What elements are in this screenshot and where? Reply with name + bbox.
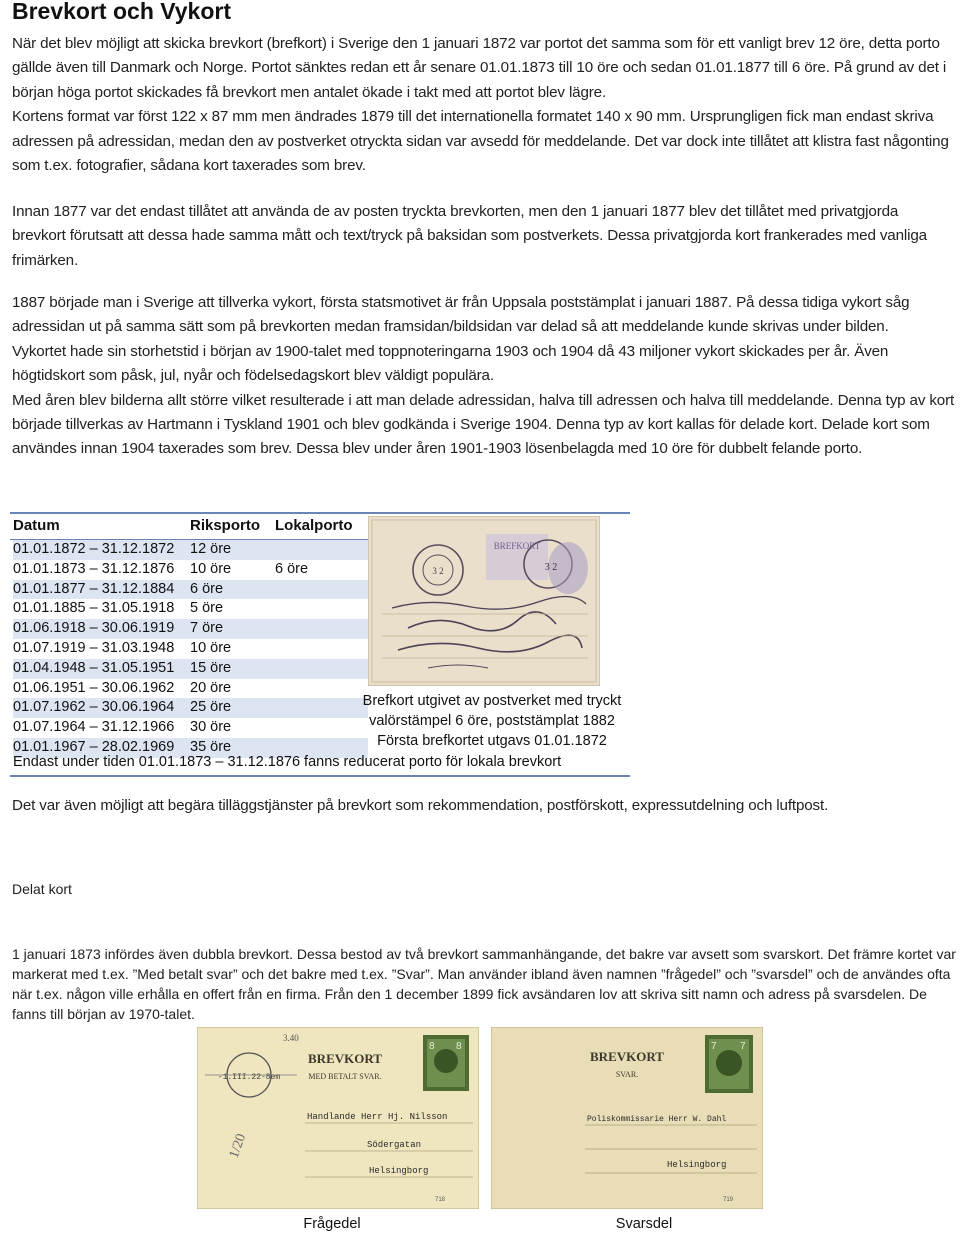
table-row bbox=[13, 560, 368, 580]
svarsdel-image bbox=[491, 1027, 763, 1209]
cell-riksporto: 10 öre bbox=[190, 560, 232, 577]
table-row bbox=[13, 639, 368, 659]
dubbla-brevkort-paragraph bbox=[12, 944, 960, 1024]
cell-datum: 01.01.1873 – 31.12.1876 bbox=[13, 560, 175, 577]
intro-text-2: Kortens format var först 122 x 87 mm men ändrades 1879 till det internationella formatet 140 x 90 mm. Ursprungligen fick man endast skriva adressen på adressidan, medan den av postverket otryckta sidan var avsedd för meddelande. Det var dock inte tillåtet att klistra fast någonting som t.ex. fotografier, sådana kort taxerades som brev. bbox=[12, 108, 949, 175]
cell-datum: 01.06.1918 – 30.06.1919 bbox=[13, 620, 175, 637]
cell-datum: 01.01.1885 – 31.05.1918 bbox=[13, 600, 175, 617]
fragedel-caption: Frågedel bbox=[303, 1216, 361, 1232]
cell-riksporto: 7 öre bbox=[190, 620, 224, 637]
cell-datum: 01.01.1872 – 31.12.1872 bbox=[13, 541, 175, 557]
table-bottom-rule bbox=[10, 775, 630, 777]
delat-kort-heading: Delat kort bbox=[12, 881, 72, 897]
brefkort-caption bbox=[358, 691, 626, 751]
vykort-text-3: Med åren blev bilderna allt större vilket resulterade i att man delade adressidan, halva till adressen och halva till meddelande. Denna typ av kort började tillverkas av Hartmann i Tyskland 1901 och blev godkända i Sverige 1904. Denna typ av kort kallas för delade kort. Delade kort som användes innan 1904 taxerades som brev. Dessa blev under åren 1901-1903 lösenbelagda med 10 öre för dubbelt felande porto. bbox=[12, 391, 955, 458]
svarsdel-caption: Svarsdel bbox=[615, 1216, 673, 1232]
header-lokalporto: Lokalporto bbox=[275, 517, 353, 534]
cell-riksporto: 6 öre bbox=[190, 580, 224, 597]
cell-datum: 01.07.1964 – 31.12.1966 bbox=[13, 719, 175, 736]
fragedel-image bbox=[197, 1027, 479, 1209]
tillaggstjanster-text: Det var även möjligt att begära tilläggstjänster på brevkort som rekommendation, postförskott, expressutdelning och luftpost. bbox=[12, 797, 829, 814]
stamp-green-7 bbox=[705, 1035, 753, 1093]
header-datum: Datum bbox=[13, 517, 60, 534]
svarsdel-address-2: Helsingborg bbox=[667, 1160, 727, 1170]
svg-text:7: 7 bbox=[711, 1041, 717, 1052]
table-footnote: Endast under tiden 01.01.1873 – 31.12.1876 fanns reducerat porto för lokala brevkort bbox=[13, 754, 562, 770]
cell-riksporto: 25 öre bbox=[190, 699, 232, 716]
cell-datum: 01.04.1948 – 31.05.1951 bbox=[13, 659, 175, 676]
caption-line-3: Första brefkortet utgavs 01.01.1872 bbox=[377, 733, 607, 749]
cell-riksporto: 12 öre bbox=[190, 541, 232, 557]
svg-text:1/20: 1/20 bbox=[226, 1131, 250, 1161]
table-row bbox=[13, 580, 368, 600]
page-title: Brevkort och Vykort bbox=[12, 0, 231, 24]
fragedel-postcard-illustration bbox=[197, 1027, 479, 1209]
svg-text:8: 8 bbox=[429, 1041, 435, 1052]
cell-datum: 01.07.1962 – 30.06.1964 bbox=[13, 699, 175, 716]
cell-riksporto: 30 öre bbox=[190, 719, 232, 736]
table-row bbox=[13, 718, 368, 738]
svarsdel-postcard-illustration bbox=[491, 1027, 763, 1209]
stamp-word: BREFKORT bbox=[493, 541, 541, 551]
cell-datum: 01.06.1951 – 30.06.1962 bbox=[13, 679, 175, 696]
table-row bbox=[13, 619, 368, 639]
intro-text-1: När det blev möjligt att skicka brevkort (brefkort) i Sverige den 1 januari 1872 var portot det samma som för ett vanligt brev 12 öre, detta porto gällde även till Danmark och Norge. Portot sänktes redan ett år senare 01.01.1873 till 10 öre och sedan 01.01.1877 till 6 öre. På grund av det i början höga portot skickades få brevkort men antalet ökade i takt med att portot blev lägre. bbox=[12, 35, 947, 101]
table-row bbox=[13, 540, 368, 560]
privatgjorda-text: Innan 1877 var det endast tillåtet att använda de av posten tryckta brevkorten, men den 1 januari 1877 blev det tillåtet med privatgjorda brevkort förutsatt att dessa hade samma mått och text/tryck på baksidan som postverkets. Dessa privatgjorda kort frankerades med vanliga frimärken. bbox=[12, 203, 927, 269]
intro-paragraph bbox=[12, 32, 955, 178]
privatgjorda-paragraph bbox=[12, 200, 955, 273]
cell-datum: 01.01.1877 – 31.12.1884 bbox=[13, 580, 175, 597]
tillaggstjanster-paragraph bbox=[12, 794, 955, 818]
brefkort-postcard-illustration bbox=[368, 516, 600, 686]
fragedel-address-2: Södergatan bbox=[367, 1140, 422, 1150]
stamp-green-8 bbox=[423, 1035, 469, 1091]
svg-text:-1.III.22-8em: -1.III.22-8em bbox=[217, 1073, 281, 1082]
vykort-paragraph bbox=[12, 291, 955, 462]
cell-riksporto: 15 öre bbox=[190, 659, 232, 676]
fragedel-address-3: Helsingborg bbox=[369, 1166, 429, 1176]
svarsdel-address-1: Poliskommissarie Herr W. Dahl bbox=[587, 1115, 727, 1124]
table-row bbox=[13, 679, 368, 699]
table-header-row bbox=[13, 514, 368, 540]
caption-line-2: valörstämpel 6 öre, poststämplat 1882 bbox=[369, 713, 615, 729]
cell-datum: 01.07.1919 – 31.03.1948 bbox=[13, 640, 175, 656]
brefkort-image bbox=[368, 516, 600, 686]
cell-datum: 01.01.1967 – 28.02.1969 bbox=[13, 739, 175, 755]
vykort-text-2: Vykortet hade sin storhetstid i början av 1900-talet med toppnoteringarna 1903 och 1904 då 43 miljoner vykort skickades per år. Även högtidskort som påsk, jul, nyår och födelsedagskort blev väldigt populära. bbox=[12, 342, 889, 385]
svg-text:3 2: 3 2 bbox=[432, 566, 444, 576]
fragedel-title: BREVKORT bbox=[308, 1051, 382, 1066]
svarsdel-number: 719 bbox=[723, 1197, 734, 1203]
cell-riksporto: 20 öre bbox=[190, 679, 232, 696]
cell-riksporto: 35 öre bbox=[190, 739, 232, 755]
cell-lokalporto: 6 öre bbox=[275, 560, 309, 577]
svg-text:3 2: 3 2 bbox=[544, 562, 558, 573]
caption-line-1: Brefkort utgivet av postverket med tryckt bbox=[362, 693, 622, 709]
svg-text:3.40: 3.40 bbox=[283, 1033, 299, 1043]
cell-riksporto: 5 öre bbox=[190, 600, 224, 617]
fragedel-subtitle: MED BETALT SVAR. bbox=[308, 1072, 382, 1081]
vykort-text-1: 1887 började man i Sverige att tillverka vykort, första statsmotivet är från Uppsala poststämplat i januari 1887. På dessa tidiga vykort såg adressidan ut på samma sätt som på brevkorten medan framsidan/bildsidan var delad så att meddelande kunde skrivas under bilden. bbox=[12, 294, 910, 336]
fragedel-number: 718 bbox=[435, 1197, 446, 1203]
header-riksporto: Riksporto bbox=[190, 517, 261, 534]
table-row bbox=[13, 698, 368, 718]
svarsdel-subtitle: SVAR. bbox=[615, 1070, 639, 1079]
svarsdel-title: BREVKORT bbox=[590, 1049, 664, 1064]
svg-text:7: 7 bbox=[740, 1041, 746, 1052]
table-row bbox=[13, 659, 368, 679]
svg-text:8: 8 bbox=[456, 1041, 462, 1052]
cell-riksporto: 10 öre bbox=[190, 640, 232, 656]
fragedel-address-1: Handlande Herr Hj. Nilsson bbox=[307, 1112, 448, 1122]
dubbla-brevkort-text: 1 januari 1873 infördes även dubbla brevkort. Dessa bestod av två brevkort sammanhängande, det bakre var avsett som svarskort. Det främre kortet var markerat med t.ex. ”Med betalt svar” och det bakre med t.ex. ”Svar”. Man använder ibland även namnen ”frågedel” och ”svarsdel” och de användes ofta när t.ex. någon ville erhålla en offert från en firma. Från den 1 december 1899 fick avsändaren lov att skriva sitt namn och adress på svarsdelen. De fanns till början av 1970-talet. bbox=[12, 946, 956, 1022]
table-row bbox=[13, 599, 368, 619]
stamp-imprint bbox=[486, 534, 548, 580]
